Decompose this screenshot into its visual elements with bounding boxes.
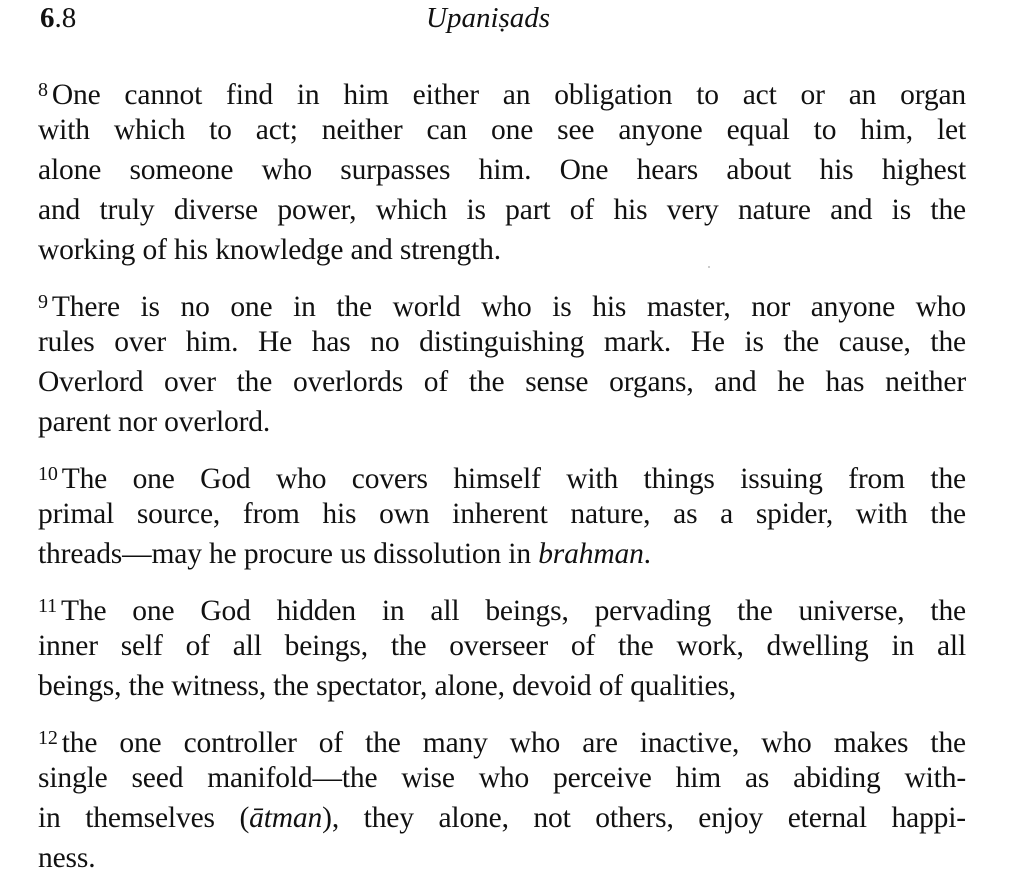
verse-line: threads—may he procure us dissolution in brahman. (38, 538, 651, 570)
italic-term: ātman (249, 802, 323, 834)
verse-number: 11 (38, 595, 57, 617)
verse-line: parent nor overlord. (38, 406, 271, 438)
verse-line: $^{10}$ The one God who covers himself with things issuing from the (38, 463, 966, 495)
verse-line: single seed manifold—the wise who perceive him as abiding with- (38, 762, 966, 794)
section-number-bold: 6 (40, 2, 55, 34)
verse-line: Overlord over the overlords of the sense organs, and he has neither (38, 366, 966, 398)
verse-number: 8 (38, 79, 48, 101)
running-title: Upaniṣads (426, 2, 551, 34)
verse-line: with which to act; neither can one see anyone equal to him, let (38, 114, 966, 146)
verse-number: 10 (38, 463, 58, 485)
section-number-rest: .8 (54, 2, 77, 34)
verse-11 (38, 586, 966, 706)
verse-number: 9 (38, 291, 48, 313)
verse-line: working of his knowledge and strength. (38, 234, 501, 266)
verse-line: beings, the witness, the spectator, alone, devoid of qualities, (38, 670, 737, 702)
verse-line: $^{12}$ the one controller of the many who are inactive, who makes the (38, 727, 966, 759)
verse-line: $^{11}$ The one God hidden in all beings, pervading the universe, the (38, 595, 966, 627)
verse-line: inner self of all beings, the overseer of the work, dwelling in all (38, 630, 966, 662)
verse-number: 12 (38, 727, 58, 749)
italic-term: brahman (538, 538, 644, 570)
section-number (40, 2, 76, 35)
scan-speck (708, 266, 710, 268)
verse-line: $^9$ There is no one in the world who is his master, nor anyone who (38, 291, 966, 323)
verse-line: and truly diverse power, which is part of his very nature and is the (38, 194, 966, 226)
verse-line: ness. (38, 842, 96, 874)
verse-list (38, 70, 966, 890)
verse-line: primal source, from his own inherent nature, as a spider, with the (38, 498, 966, 530)
verse-8 (38, 70, 966, 270)
verse-line: rules over him. He has no distinguishing mark. He is the cause, the (38, 326, 966, 358)
page-header (40, 2, 970, 42)
verse-9 (38, 282, 966, 442)
verse-line: alone someone who surpasses him. One hears about his highest (38, 154, 966, 186)
verse-line: $^8$ One cannot find in him either an obligation to act or an organ (38, 79, 966, 111)
verse-10 (38, 454, 966, 574)
verse-line: in themselves (ātman), they alone, not others, enjoy eternal happi- (38, 802, 966, 834)
verse-12 (38, 718, 966, 878)
